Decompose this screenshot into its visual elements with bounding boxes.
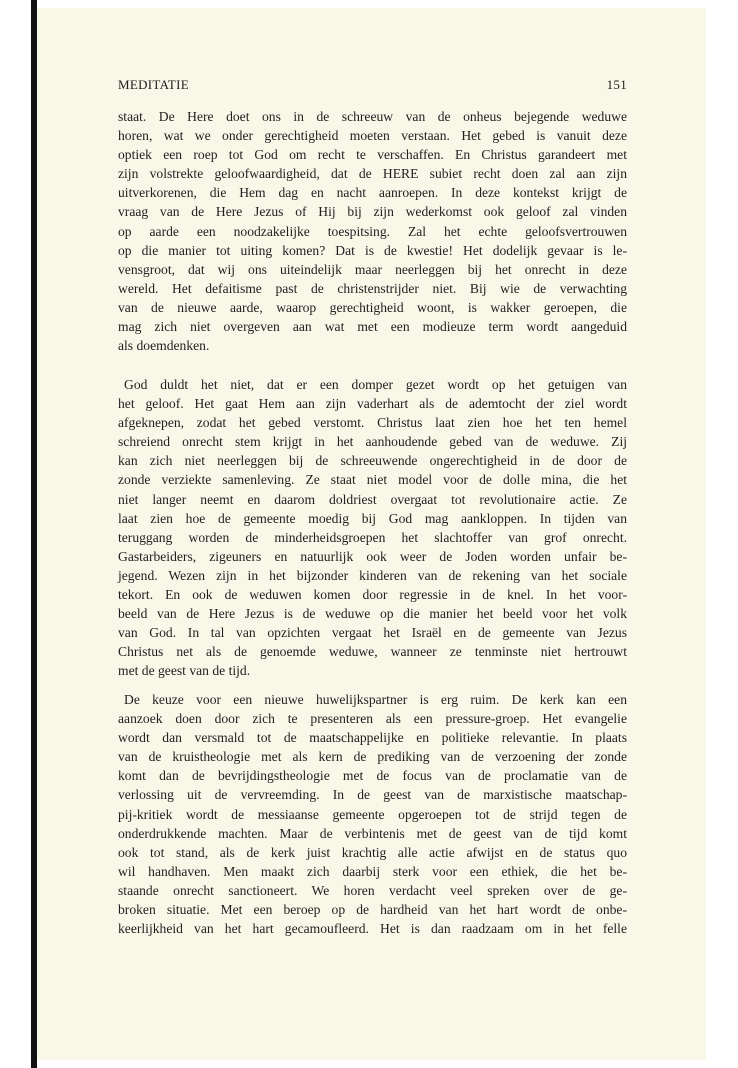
text-line: laat zien hoe de gemeente moedig bij God mag aankloppen. In tijden van: [118, 510, 627, 526]
text-line: beeld van de Here Jezus is de weduwe op die manier het beeld voor het volk: [118, 606, 627, 622]
paragraph-2: [118, 375, 627, 681]
text-line: staat. De Here doet ons in de schreeuw van de onheus bejegende weduwe: [118, 109, 627, 124]
text-line: verlossing uit de vervreemding. In de geest van de marxistische maatschap-: [118, 787, 627, 803]
text-line: vraag van de Here Jezus of Hij bij zijn wederkomst ook geloof zal vinden: [118, 204, 627, 220]
text-line: staande onrecht sanctioneert. We horen verdacht veel spreken over de ge-: [118, 882, 627, 898]
text-line: afgeknepen, zodat het gebed verstomt. Christus laat zien hoe het ten hemel: [118, 415, 627, 431]
text-line: vensgroot, dat wij ons uiteindelijk maar neerleggen bij het onrecht in deze: [118, 261, 627, 277]
text-line: broken situatie. Met een beroep op de hardheid van het hart wordt de onbe-: [118, 902, 627, 918]
page-number: 151: [606, 77, 627, 92]
text-line: ook tot stand, als de kerk juist krachtig alle actie afwijst en de status quo: [118, 844, 627, 860]
text-line: pij-kritiek wordt de messiaanse gemeente opgeroepen tot de strijd tegen de: [118, 806, 627, 822]
paragraph-1: [118, 107, 627, 355]
text-line: keerlijkheid van het hart gecamoufleerd. Het is dan raadzaam om in het felle: [118, 921, 627, 937]
text-line: op aarde een noodzakelijke toespitsing. Zal het echte geloofsvertrouwen: [118, 223, 627, 239]
text-line: wereld. Het defaitisme past de christenstrijder niet. Bij wie de verwachting: [118, 280, 627, 296]
text-line: niet langer neemt en daarom doldriest overgaat tot revolutionaire actie. Ze: [118, 491, 627, 507]
paragraph-3: [118, 690, 627, 938]
running-header: [118, 77, 627, 95]
text-line: wordt dan versmald tot de maatschappelijke en politieke relevantie. In plaats: [118, 730, 627, 746]
text-line: van de kruistheologie met als kern de prediking van de verzoening der zonde: [118, 749, 627, 765]
text-line: zijn volstrekte geloofwaardigheid, dat de HERE subiet recht doen zal aan zijn: [118, 166, 627, 182]
text-line: optiek een roep tot God om recht te verschaffen. En Christus garandeert met: [118, 147, 627, 163]
text-line: teruggang worden de minderheidsgroepen het slachtoffer van grof onrecht.: [118, 529, 627, 545]
text-line: kan zich niet neerleggen bij de schreeuwende ongerechtigheid in de door de: [118, 453, 627, 469]
text-line: Gastarbeiders, zigeuners en natuurlijk ook weer de Joden worden unfair be-: [118, 548, 627, 564]
text-line: van de nieuwe aarde, waarop gerechtigheid woont, is wakker geroepen, die: [118, 299, 627, 315]
text-line: aanzoek doen door zich te presenteren als een pressure-groep. Het evangelie: [118, 711, 627, 727]
text-line: schreiend onrecht stem krijgt in het aanhoudende gebed van de weduwe. Zij: [118, 434, 627, 450]
running-title: MEDITATIE: [118, 77, 189, 92]
text-line: van God. In tal van opzichten vergaat het Israël en de gemeente van Jezus: [118, 625, 627, 641]
text-line: zonde verziekte samenleving. Ze staat niet model voor de dolle mina, die het: [118, 472, 627, 488]
text-line: op die manier tot uiting komen? Dat is de kwestie! Het dodelijk gevaar is le-: [118, 242, 627, 258]
text-line: tekort. En ook de weduwen komen door regressie in de knel. In het voor-: [118, 587, 627, 603]
text-line: uitverkorenen, die Hem dag en nacht aanroepen. In deze kontekst krijgt de: [118, 185, 627, 201]
text-line: horen, wat we onder gerechtigheid moeten verstaan. Het gebed is vanuit deze: [118, 128, 627, 144]
text-line: komt dan de bevrijdingstheologie met de focus van de proclamatie van de: [118, 768, 627, 784]
text-line: het geloof. Het gaat Hem aan zijn vaderhart als de ademtocht der ziel wordt: [118, 396, 627, 412]
text-line: Christus net als de genoemde weduwe, wanneer ze tenminste niet hertrouwt: [118, 644, 627, 660]
text-line: onderdrukkende machten. Maar de verbintenis met de geest van de tijd komt: [118, 825, 627, 841]
text-line: jegend. Wezen zijn in het bijzonder kinderen van de rekening van het sociale: [118, 567, 627, 583]
text-line: mag zich niet overgeven aan wat met een modieuze term wordt aangeduid: [118, 319, 627, 335]
text-line: De keuze voor een nieuwe huwelijkspartner is erg ruim. De kerk kan een: [124, 692, 627, 707]
text-line: als doemdenken.: [118, 338, 210, 354]
text-line: wil handhaven. Men maakt zich daarbij sterk voor een ethiek, die het be-: [118, 863, 627, 879]
text-line: met de geest van de tijd.: [118, 663, 251, 679]
text-line: God duldt het niet, dat er een domper gezet wordt op het getuigen van: [124, 377, 627, 392]
